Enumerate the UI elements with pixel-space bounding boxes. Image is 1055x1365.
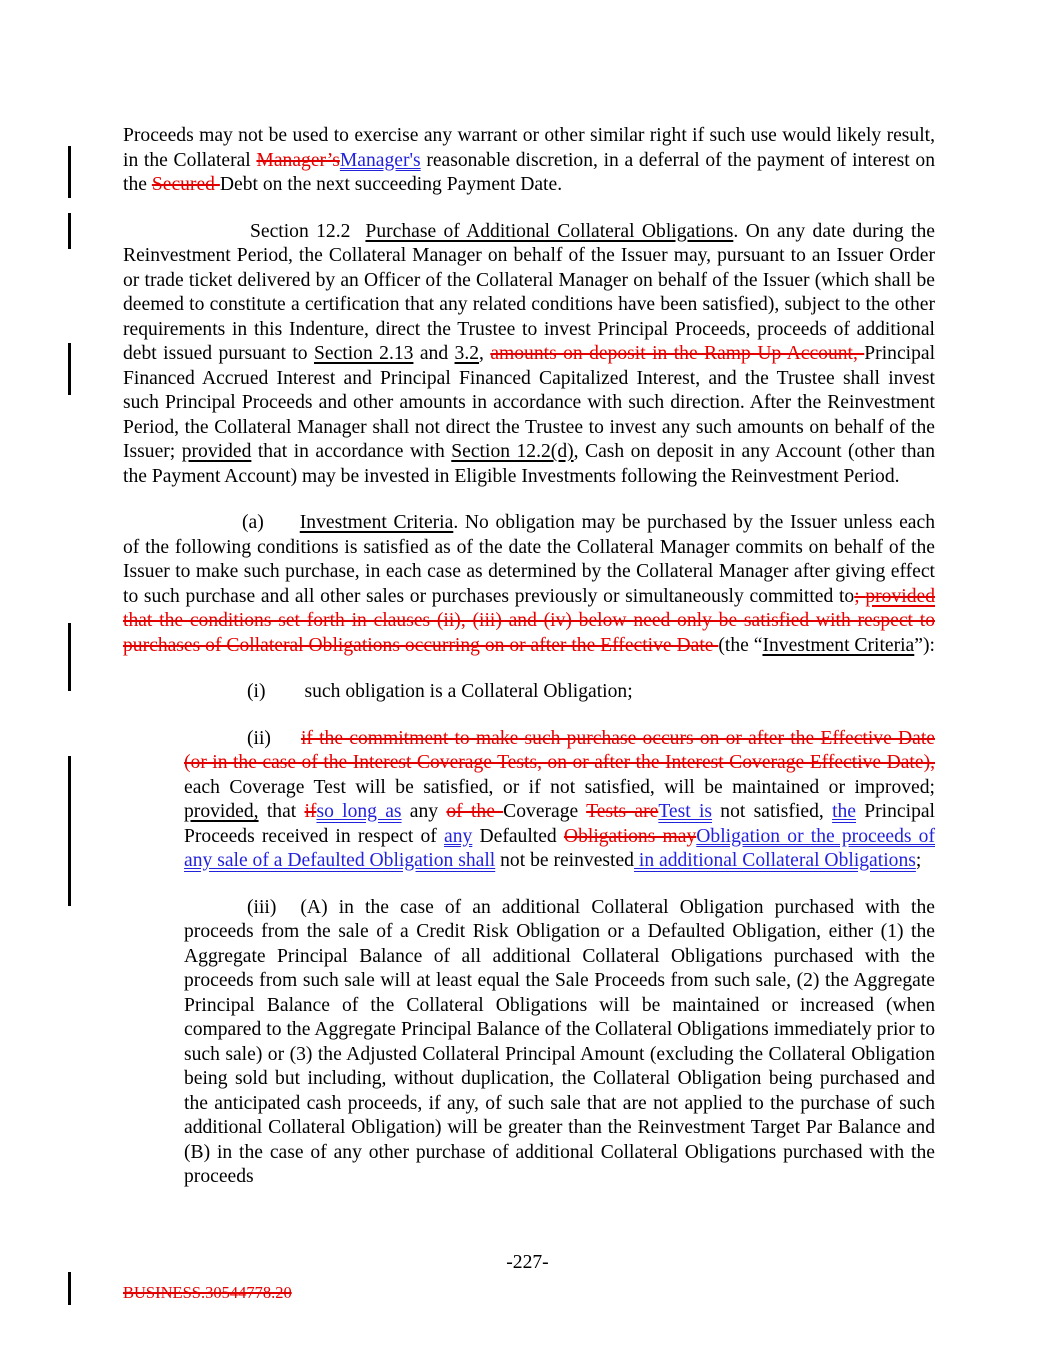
text-run: and — [413, 343, 455, 364]
text-run: (the “ — [718, 634, 763, 656]
change-bar — [68, 623, 71, 691]
continuation-paragraph — [123, 124, 935, 198]
change-bar — [68, 756, 71, 906]
change-bar — [68, 1272, 71, 1305]
text-run: , Cash on deposit in any Account (other than the Payment Account) may be invested in Eligible Investments following the Reinvestment Period. — [123, 441, 936, 487]
text-run: . On any date during the Reinvestment Period, the Collateral Manager on behalf of the Issuer may, pursuant to an Issuer Order or trade ticket delivered by an Officer of the Collateral Manager on behalf of the Issuer (which shall be deemed to constitute a certification that any related conditions have been satisfied), subject to the other requirements in this Indenture, direct the Trustee to invest Principal Proceeds, proceeds of additional debt issued pursuant to — [123, 220, 935, 364]
text-run: that the conditions set forth in clauses (ii), (iii) and (iv) below need only be satisfied with respect to purchases of Collateral Obligations occurring on or after the Effective Date — [123, 610, 935, 656]
text-run: 3.2 — [454, 343, 480, 364]
text-run: Tests are — [586, 801, 659, 822]
text-run: that in accordance with — [251, 441, 452, 462]
clause-ii — [184, 727, 935, 874]
change-bar — [68, 146, 71, 198]
text-run: Section 12.2 — [250, 220, 351, 242]
text-run: Defaulted — [472, 825, 564, 847]
change-bar — [68, 213, 71, 249]
text-run: any — [444, 825, 473, 847]
text-run: (A) in the case of an additional Collateral Obligation purchased with the proceeds from the sale of a Credit Risk Obligation or a Defaulted Obligation, either (1) the Aggregate Principal Balance of all additional Collateral Obligations purchased with the proceeds from such sale will at least equal the Sale Proceeds from such sale, (2) the Aggregate Principal Balance of the Collateral Obligations will be maintained or increased (when compared to the Aggregate Principal Balance of the Collateral Obligations immediately prior to such sale) or (3) the Adjusted Collateral Principal Amount (excluding the Collateral Obligation being sold but including, without duplication, the Collateral Obligation being purchased and the anticipated cash proceeds, if any, of such sale that are not applied to the purchase of such additional Collateral Obligation) will be greater than the Reinvestment Target Par Balance and (B) in the case of any other purchase of additional Collateral Obligations purchased with the proceeds — [184, 896, 935, 1187]
text-run: ; — [854, 585, 866, 607]
text-run: amounts on deposit in the Ramp-Up Account, — [490, 343, 865, 364]
text-run: that — [258, 801, 305, 822]
text-run: if the commitment to make such purchase occurs on or after the Effective Date (or in the case of the Interest Coverage Tests, on or after the Interest Coverage Effective Date), — [184, 727, 935, 773]
text-run: any — [401, 801, 447, 822]
text-run: Principal Financed Accrued Interest and Principal Financed Capitalized Interest, and the Trustee shall invest such Principal Proceeds and other amounts in accordance with such direction. After the Reinvestment Period, the Collateral Manager shall not direct the Trustee to invest any such amounts on behalf of the Issuer; — [123, 343, 936, 462]
text-run: Section 12.2(d) — [451, 441, 574, 462]
text-run: Debt on the next succeeding Payment Date. — [219, 174, 563, 195]
text-run: Obligation or the proceeds of any sale of a Defaulted Obligation shall — [184, 825, 936, 871]
text-run: the — [832, 801, 856, 822]
text-run: Secured — [151, 174, 220, 195]
text-run: Coverage — [503, 801, 587, 822]
doc-id: BUSINESS.30544778.20 — [123, 1283, 292, 1302]
text-run: in additional Collateral Obligations — [633, 850, 916, 871]
change-bar — [68, 343, 71, 395]
text-run: Principal Proceeds received in respect of — [184, 801, 936, 847]
text-run: (iii) — [247, 896, 277, 918]
text-run: . No obligation may be purchased by the Issuer unless each of the following conditions is satisfied as of the date the Collateral Manager commits on behalf of the Issuer to make such purchase, in each case as determined by the Collateral Manager after giving effect to such purchase and all other sales or purchases previously or simultaneously committed to — [123, 512, 935, 607]
text-run: provided — [865, 585, 935, 607]
text-run: so long as — [316, 801, 402, 822]
section-12-2-paragraph — [123, 220, 935, 490]
document-body — [123, 124, 935, 1190]
text-run: each Coverage Test will be satisfied, or if not satisfied, will be maintained or improved; — [184, 776, 935, 798]
text-run: Manager's — [339, 149, 421, 171]
text-run: Manager’s — [256, 149, 340, 171]
text-run: ”): — [914, 634, 935, 656]
text-run: provided — [181, 441, 252, 462]
text-run: (a) — [242, 512, 264, 533]
text-run: Obligations may — [563, 825, 697, 847]
text-run: Investment Criteria — [762, 634, 915, 656]
text-run: reasonable discretion, in a deferral of the payment of interest on the — [123, 149, 935, 195]
clause-iii — [184, 896, 935, 1190]
text-run: not be reinvested — [495, 850, 634, 871]
text-run: ; — [915, 850, 922, 871]
text-run: Proceeds may not be used to exercise any warrant or other similar right if such use would likely result, in the Collateral — [123, 125, 935, 171]
text-run: , — [479, 343, 491, 364]
text-run: Investment Criteria — [299, 512, 454, 533]
text-run: such obligation is a Collateral Obligation; — [304, 681, 633, 702]
text-run: Section 2.13 — [314, 343, 414, 364]
text-run: Purchase of Additional Collateral Obligations — [365, 220, 734, 242]
text-run: (i) — [247, 681, 266, 702]
text-run: not satisfied, — [712, 801, 833, 822]
investment-criteria-paragraph — [123, 511, 935, 658]
text-run: (ii) — [247, 727, 271, 749]
text-run: if — [304, 801, 317, 822]
page-number: -227- — [506, 1252, 549, 1273]
text-run: Test is — [658, 801, 713, 822]
text-run: provided, — [184, 801, 259, 822]
clause-i — [184, 680, 935, 705]
text-run: of the — [446, 801, 504, 822]
